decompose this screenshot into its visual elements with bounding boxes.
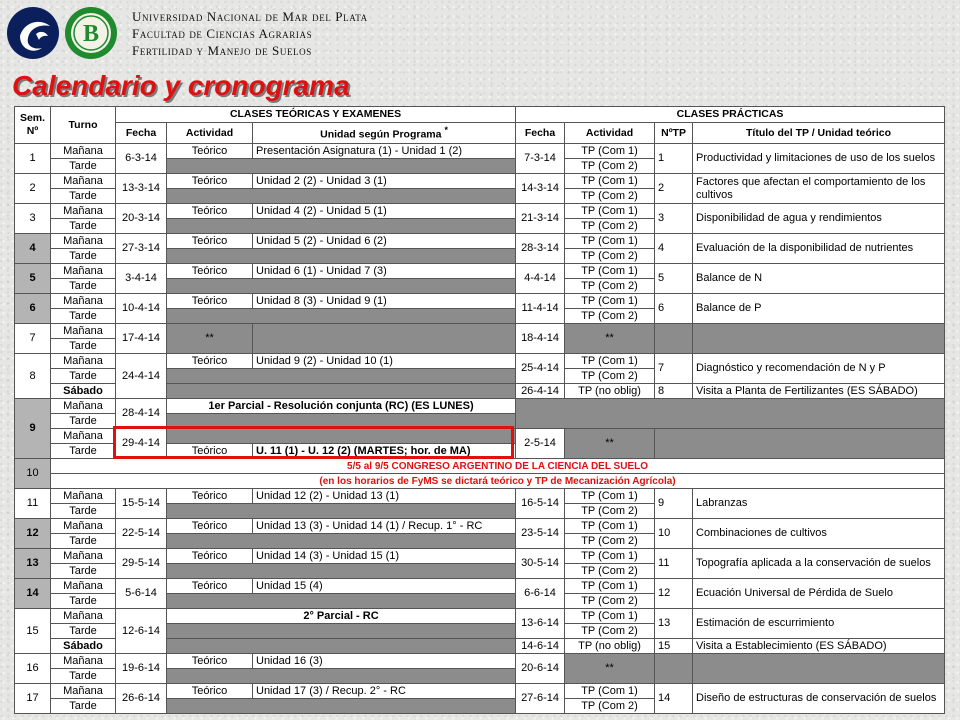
- institution-header: [132, 8, 368, 59]
- turno: Tarde: [51, 219, 116, 234]
- university-name: Universidad Nacional de Mar del Plata: [132, 9, 368, 24]
- actividad-tp: **: [565, 429, 655, 459]
- unidad: Unidad 2 (2) - Unidad 3 (1): [253, 174, 516, 189]
- blank: [167, 414, 516, 429]
- turno: Tarde: [51, 279, 116, 294]
- turno: Tarde: [51, 624, 116, 639]
- unidad: Unidad 6 (1) - Unidad 7 (3): [253, 264, 516, 279]
- actividad-tp: TP (Com 1): [565, 144, 655, 159]
- titulo-tp: Diseño de estructuras de conservación de suelos: [693, 684, 945, 714]
- actividad-teorico: Teórico: [167, 489, 253, 504]
- ntp: 1: [655, 144, 693, 174]
- blank: [167, 159, 516, 174]
- blank: [167, 669, 516, 684]
- ntp: 10: [655, 519, 693, 549]
- turno: Mañana: [51, 654, 116, 669]
- turno-sabado: Sábado: [51, 639, 116, 654]
- parcial: 1er Parcial - Resolución conjunta (RC) (ES LUNES): [167, 399, 516, 414]
- fecha-tp: 2-5-14: [516, 429, 565, 459]
- actividad-tp: TP (Com 2): [565, 309, 655, 324]
- header-ntp: NºTP: [655, 123, 693, 144]
- header-actividad-tp: Actividad: [565, 123, 655, 144]
- faculty-name: Facultad de Ciencias Agrarias: [132, 26, 313, 41]
- actividad-tp: TP (Com 1): [565, 579, 655, 594]
- turno: Mañana: [51, 354, 116, 369]
- turno: Mañana: [51, 204, 116, 219]
- turno: Mañana: [51, 609, 116, 624]
- actividad-tp: **: [565, 324, 655, 354]
- turno: Mañana: [51, 684, 116, 699]
- fecha-teorico: 17-4-14: [116, 324, 167, 354]
- ntp: 8: [655, 384, 693, 399]
- turno: Mañana: [51, 144, 116, 159]
- blank: [167, 594, 516, 609]
- ntp: 7: [655, 354, 693, 384]
- fecha-teorico: 28-4-14: [116, 399, 167, 429]
- turno: Tarde: [51, 504, 116, 519]
- turno: Tarde: [51, 369, 116, 384]
- week-number: 6: [15, 294, 51, 324]
- week-number: 1: [15, 144, 51, 174]
- week-number: 12: [15, 519, 51, 549]
- actividad-tp: **: [565, 654, 655, 684]
- fecha-teorico: 6-3-14: [116, 144, 167, 174]
- blank: [167, 564, 516, 579]
- blank: [167, 504, 516, 519]
- parcial: 2° Parcial - RC: [167, 609, 516, 624]
- actividad-teorico: Teórico: [167, 684, 253, 699]
- fecha-tp: 25-4-14: [516, 354, 565, 384]
- ntp: 12: [655, 579, 693, 609]
- fecha-tp: 14-6-14: [516, 639, 565, 654]
- week-number: 13: [15, 549, 51, 579]
- titulo-tp: Evaluación de la disponibilidad de nutrientes: [693, 234, 945, 264]
- unidad: Unidad 9 (2) - Unidad 10 (1): [253, 354, 516, 369]
- actividad-teorico: Teórico: [167, 204, 253, 219]
- fecha-tp: 11-4-14: [516, 294, 565, 324]
- titulo-tp: Productividad y limitaciones de uso de los suelos: [693, 144, 945, 174]
- fecha-tp: 18-4-14: [516, 324, 565, 354]
- turno: Mañana: [51, 429, 116, 444]
- header-teoricas: CLASES TEÓRICAS Y EXAMENES: [116, 107, 516, 123]
- week-number: 5: [15, 264, 51, 294]
- week-number: 14: [15, 579, 51, 609]
- turno: Mañana: [51, 579, 116, 594]
- header-row: [15, 107, 945, 123]
- week-row: [15, 549, 945, 564]
- actividad-tp: TP (Com 2): [565, 624, 655, 639]
- actividad-teorico: Teórico: [167, 174, 253, 189]
- actividad-tp: TP (Com 2): [565, 219, 655, 234]
- fecha-teorico: 29-4-14: [116, 429, 167, 459]
- week-row: [15, 459, 945, 474]
- fecha-tp: 16-5-14: [516, 489, 565, 519]
- turno: Tarde: [51, 414, 116, 429]
- page-title: Calendario y cronograma: [12, 70, 350, 101]
- turno: Tarde: [51, 159, 116, 174]
- actividad-tp: TP (Com 1): [565, 354, 655, 369]
- actividad-teorico: **: [167, 324, 253, 354]
- titulo-tp: Combinaciones de cultivos: [693, 519, 945, 549]
- actividad-teorico: Teórico: [167, 519, 253, 534]
- actividad-tp: TP (Com 2): [565, 564, 655, 579]
- ntp: 5: [655, 264, 693, 294]
- week-row: [15, 609, 945, 624]
- header-row: [15, 123, 945, 144]
- blank: [655, 429, 945, 459]
- blank: [167, 279, 516, 294]
- week-row: [15, 519, 945, 534]
- ntp: 4: [655, 234, 693, 264]
- blank: [516, 399, 945, 429]
- titulo-tp: Balance de N: [693, 264, 945, 294]
- actividad-tp: TP (Com 1): [565, 264, 655, 279]
- fecha-teorico: 12-6-14: [116, 609, 167, 654]
- header-fecha: Fecha: [116, 123, 167, 144]
- fecha-teorico: 29-5-14: [116, 549, 167, 579]
- blank: [167, 384, 516, 399]
- header-turno: Turno: [51, 107, 116, 144]
- week-row: [15, 429, 945, 444]
- unidad: Unidad 13 (3) - Unidad 14 (1) / Recup. 1° - RC: [253, 519, 516, 534]
- ntp: 9: [655, 489, 693, 519]
- unidad: Unidad 14 (3) - Unidad 15 (1): [253, 549, 516, 564]
- actividad-tp-label: TP (no oblig): [578, 384, 641, 397]
- fecha-tp: 30-5-14: [516, 549, 565, 579]
- university-crest-logo: [6, 6, 60, 60]
- turno: Mañana: [51, 234, 116, 249]
- blank: [167, 699, 516, 714]
- week-number: 16: [15, 654, 51, 684]
- actividad-tp: TP (Com 1): [565, 609, 655, 624]
- week-row: [15, 264, 945, 279]
- actividad-teorico: Teórico: [167, 654, 253, 669]
- blank: [167, 534, 516, 549]
- actividad-teorico: Teórico: [167, 354, 253, 369]
- titulo-tp: Visita a Establecimiento (ES SÁBADO): [693, 639, 945, 654]
- fecha-teorico: 13-3-14: [116, 174, 167, 204]
- week-number: 7: [15, 324, 51, 354]
- week-row: [15, 474, 945, 489]
- schedule-table: [14, 106, 945, 714]
- actividad-tp: TP (Com 1): [565, 684, 655, 699]
- turno: Tarde: [51, 594, 116, 609]
- titulo-tp: Labranzas: [693, 489, 945, 519]
- fecha-teorico: 20-3-14: [116, 204, 167, 234]
- unidad: Unidad 12 (2) - Unidad 13 (1): [253, 489, 516, 504]
- week-row: [15, 654, 945, 669]
- week-row: [15, 204, 945, 219]
- ntp: 15: [655, 639, 693, 654]
- week-row: [15, 579, 945, 594]
- header-unidad-label: Unidad según Programa: [320, 128, 442, 141]
- unidad: U. 11 (1) - U. 12 (2) (MARTES; hor. de MA): [253, 444, 516, 459]
- header-unidad-footnote-mark: *: [444, 125, 448, 136]
- week-number: 17: [15, 684, 51, 714]
- week-number: 15: [15, 609, 51, 654]
- fecha-tp: 26-4-14: [516, 384, 565, 399]
- actividad-teorico: Teórico: [167, 294, 253, 309]
- fecha-tp: 6-6-14: [516, 579, 565, 609]
- week-row: [15, 234, 945, 249]
- actividad-tp: TP (Com 2): [565, 159, 655, 174]
- blank: [167, 624, 516, 639]
- ntp: 6: [655, 294, 693, 324]
- week-number: 9: [15, 399, 51, 459]
- course-name: Fertilidad y Manejo de Suelos: [132, 43, 312, 58]
- congreso-line1: 5/5 al 9/5 CONGRESO ARGENTINO DE LA CIENCIA DEL SUELO: [51, 459, 945, 474]
- fecha-tp: 28-3-14: [516, 234, 565, 264]
- fecha-teorico: 22-5-14: [116, 519, 167, 549]
- congreso-line2: (en los horarios de FyMS se dictará teórico y TP de Mecanización Agrícola): [51, 474, 945, 489]
- titulo-tp: Topografía aplicada a la conservación de suelos: [693, 549, 945, 579]
- header-titulo: Título del TP / Unidad teórico: [693, 123, 945, 144]
- actividad-tp: TP (Com 1): [565, 549, 655, 564]
- fecha-teorico: 3-4-14: [116, 264, 167, 294]
- week-number: 11: [15, 489, 51, 519]
- actividad-teorico: Teórico: [167, 234, 253, 249]
- week-row: [15, 684, 945, 699]
- unidad: Unidad 5 (2) - Unidad 6 (2): [253, 234, 516, 249]
- actividad-teorico: Teórico: [167, 444, 253, 459]
- actividad-tp: TP (Com 1): [565, 519, 655, 534]
- week-number: 2: [15, 174, 51, 204]
- blank: [167, 429, 516, 444]
- turno-sabado: Sábado: [51, 384, 116, 399]
- ntp: 14: [655, 684, 693, 714]
- ntp: [655, 324, 693, 354]
- header-sem: Sem. Nº: [15, 107, 51, 144]
- turno: Mañana: [51, 549, 116, 564]
- actividad-tp: TP (Com 1): [565, 294, 655, 309]
- turno: Mañana: [51, 519, 116, 534]
- svg-text:B: B: [82, 21, 100, 47]
- fecha-teorico: 5-6-14: [116, 579, 167, 609]
- fecha-teorico: 15-5-14: [116, 489, 167, 519]
- actividad-tp: [565, 639, 655, 654]
- actividad-tp: TP (Com 1): [565, 489, 655, 504]
- header-practicas: CLASES PRÁCTICAS: [516, 107, 945, 123]
- titulo-tp: Estimación de escurrimiento: [693, 609, 945, 639]
- week-row: [15, 144, 945, 159]
- week-row: [15, 354, 945, 369]
- fecha-tp: 7-3-14: [516, 144, 565, 174]
- actividad-tp: TP (Com 2): [565, 594, 655, 609]
- fecha-tp: 21-3-14: [516, 204, 565, 234]
- turno: Mañana: [51, 324, 116, 339]
- unidad: Unidad 16 (3): [253, 654, 516, 669]
- turno: Tarde: [51, 189, 116, 204]
- header-actividad: Actividad: [167, 123, 253, 144]
- turno: Tarde: [51, 699, 116, 714]
- fecha-tp: 13-6-14: [516, 609, 565, 639]
- titulo-tp: Balance de P: [693, 294, 945, 324]
- ntp: 13: [655, 609, 693, 639]
- turno: Tarde: [51, 669, 116, 684]
- turno: Tarde: [51, 339, 116, 354]
- actividad-teorico: Teórico: [167, 144, 253, 159]
- ntp: 3: [655, 204, 693, 234]
- actividad-tp: TP (Com 1): [565, 204, 655, 219]
- week-number: 3: [15, 204, 51, 234]
- week-number: 8: [15, 354, 51, 399]
- week-row: [15, 324, 945, 339]
- fecha-tp: 23-5-14: [516, 519, 565, 549]
- titulo-tp: [693, 324, 945, 354]
- blank: [167, 639, 516, 654]
- actividad-tp: TP (Com 2): [565, 369, 655, 384]
- header-fecha-tp: Fecha: [516, 123, 565, 144]
- blank: [167, 309, 516, 324]
- actividad-teorico: Teórico: [167, 264, 253, 279]
- fecha-teorico: 10-4-14: [116, 294, 167, 324]
- titulo-tp: Diagnóstico y recomendación de N y P: [693, 354, 945, 384]
- titulo-tp: [693, 654, 945, 684]
- week-row: [15, 294, 945, 309]
- unidad: [253, 324, 516, 354]
- blank: [167, 189, 516, 204]
- turno: Tarde: [51, 444, 116, 459]
- unidad: Unidad 15 (4): [253, 579, 516, 594]
- ntp: 11: [655, 549, 693, 579]
- turno: Mañana: [51, 489, 116, 504]
- titulo-tp: Visita a Planta de Fertilizantes (ES SÁBADO): [693, 384, 945, 399]
- turno: Tarde: [51, 249, 116, 264]
- ntp: 2: [655, 174, 693, 204]
- actividad-teorico: Teórico: [167, 579, 253, 594]
- faculty-seal-logo: [64, 6, 118, 60]
- turno: Tarde: [51, 309, 116, 324]
- week-row: [15, 399, 945, 414]
- actividad-tp: TP (Com 1): [565, 234, 655, 249]
- unidad: Unidad 4 (2) - Unidad 5 (1): [253, 204, 516, 219]
- turno: Mañana: [51, 399, 116, 414]
- fecha-tp: 4-4-14: [516, 264, 565, 294]
- actividad-tp: TP (Com 2): [565, 699, 655, 714]
- actividad-tp: TP (Com 2): [565, 189, 655, 204]
- ntp: [655, 654, 693, 684]
- turno: Mañana: [51, 264, 116, 279]
- fecha-teorico: 19-6-14: [116, 654, 167, 684]
- actividad-tp: TP (Com 1): [565, 174, 655, 189]
- turno: Mañana: [51, 294, 116, 309]
- week-number: 10: [15, 459, 51, 489]
- turno: Tarde: [51, 534, 116, 549]
- week-row: [15, 174, 945, 189]
- unidad: Presentación Asignatura (1) - Unidad 1 (2): [253, 144, 516, 159]
- week-number: 4: [15, 234, 51, 264]
- actividad-tp: [565, 384, 655, 399]
- fecha-tp: 20-6-14: [516, 654, 565, 684]
- titulo-tp: Ecuación Universal de Pérdida de Suelo: [693, 579, 945, 609]
- actividad-tp: TP (Com 2): [565, 249, 655, 264]
- fecha-teorico: 27-3-14: [116, 234, 167, 264]
- actividad-tp: TP (Com 2): [565, 279, 655, 294]
- turno: Tarde: [51, 564, 116, 579]
- actividad-tp-label: TP (no oblig): [578, 639, 641, 652]
- week-row: [15, 489, 945, 504]
- header-unidad: [253, 123, 516, 144]
- blank: [167, 369, 516, 384]
- unidad: Unidad 8 (3) - Unidad 9 (1): [253, 294, 516, 309]
- blank: [167, 249, 516, 264]
- fecha-tp: 27-6-14: [516, 684, 565, 714]
- actividad-tp: TP (Com 2): [565, 504, 655, 519]
- titulo-tp: Disponibilidad de agua y rendimientos: [693, 204, 945, 234]
- fecha-teorico: 24-4-14: [116, 354, 167, 399]
- blank: [167, 219, 516, 234]
- turno: Mañana: [51, 174, 116, 189]
- fecha-tp: 14-3-14: [516, 174, 565, 204]
- actividad-tp: TP (Com 2): [565, 534, 655, 549]
- actividad-teorico: Teórico: [167, 549, 253, 564]
- fecha-teorico: 26-6-14: [116, 684, 167, 714]
- unidad: Unidad 17 (3) / Recup. 2° - RC: [253, 684, 516, 699]
- titulo-tp: Factores que afectan el comportamiento de los cultivos: [693, 174, 945, 204]
